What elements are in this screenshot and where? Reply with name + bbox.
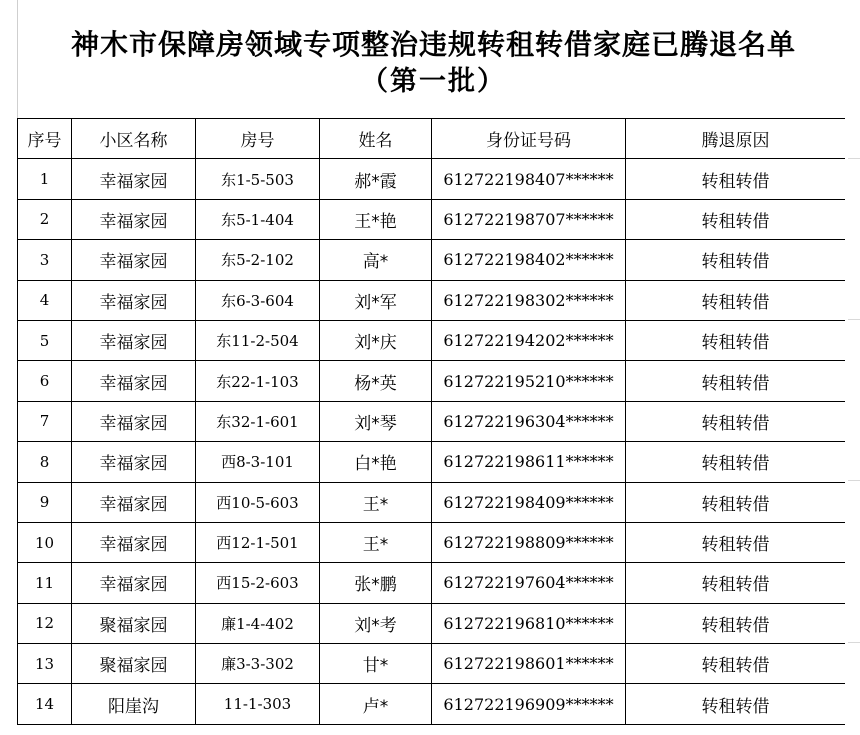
cell-name: 王*	[320, 482, 432, 522]
cell-room: 东5-1-404	[196, 199, 320, 239]
header-reason: 腾退原因	[626, 119, 846, 159]
cell-seq: 7	[18, 401, 72, 441]
cell-seq: 9	[18, 482, 72, 522]
cell-seq: 8	[18, 442, 72, 482]
grid-tick	[848, 480, 860, 481]
cell-room: 西10-5-603	[196, 482, 320, 522]
cell-id-number: 612722198407******	[432, 159, 626, 199]
cell-id-number: 612722198302******	[432, 280, 626, 320]
table-row	[18, 320, 846, 360]
table-row	[18, 482, 846, 522]
cell-id-number: 612722198402******	[432, 240, 626, 280]
table-row	[18, 361, 846, 401]
cell-room: 西12-1-501	[196, 522, 320, 562]
cell-community: 聚福家园	[72, 644, 196, 684]
cell-reason: 转租转借	[626, 240, 846, 280]
table-row	[18, 401, 846, 441]
cell-reason: 转租转借	[626, 644, 846, 684]
cell-id-number: 612722196909******	[432, 684, 626, 724]
cell-reason: 转租转借	[626, 320, 846, 360]
cell-room: 东6-3-604	[196, 280, 320, 320]
table-row	[18, 280, 846, 320]
cell-id-number: 612722196304******	[432, 401, 626, 441]
cell-community: 幸福家园	[72, 361, 196, 401]
cell-name: 白*艳	[320, 442, 432, 482]
cell-reason: 转租转借	[626, 159, 846, 199]
cell-name: 刘*考	[320, 603, 432, 643]
cell-name: 刘*庆	[320, 320, 432, 360]
cell-community: 聚福家园	[72, 603, 196, 643]
cell-seq: 4	[18, 280, 72, 320]
cell-reason: 转租转借	[626, 603, 846, 643]
cell-community: 幸福家园	[72, 280, 196, 320]
grid-tick	[848, 158, 860, 159]
cell-id-number: 612722198409******	[432, 482, 626, 522]
title-line-main: 神木市保障房领域专项整治违规转租转借家庭已腾退名单	[70, 28, 796, 61]
grid-tick	[848, 319, 860, 320]
cell-seq: 3	[18, 240, 72, 280]
cell-room: 廉3-3-302	[196, 644, 320, 684]
table-row	[18, 522, 846, 562]
cell-id-number: 612722198601******	[432, 644, 626, 684]
cell-room: 西8-3-101	[196, 442, 320, 482]
cell-community: 幸福家园	[72, 401, 196, 441]
cell-reason: 转租转借	[626, 442, 846, 482]
cell-room: 东11-2-504	[196, 320, 320, 360]
cell-id-number: 612722197604******	[432, 563, 626, 603]
cell-name: 高*	[320, 240, 432, 280]
table-row	[18, 199, 846, 239]
table-body	[18, 159, 846, 724]
header-id-number: 身份证号码	[432, 119, 626, 159]
cell-community: 幸福家园	[72, 563, 196, 603]
cell-community: 幸福家园	[72, 442, 196, 482]
cell-room: 11-1-303	[196, 684, 320, 724]
title-line-batch: （第一批）	[361, 66, 506, 97]
cell-id-number: 612722198809******	[432, 522, 626, 562]
evicted-households-table	[17, 118, 846, 725]
cell-reason: 转租转借	[626, 522, 846, 562]
table-row	[18, 603, 846, 643]
cell-community: 阳崖沟	[72, 684, 196, 724]
cell-room: 西15-2-603	[196, 563, 320, 603]
cell-name: 杨*英	[320, 361, 432, 401]
cell-reason: 转租转借	[626, 563, 846, 603]
cell-name: 张*鹏	[320, 563, 432, 603]
table-row	[18, 240, 846, 280]
cell-reason: 转租转借	[626, 361, 846, 401]
cell-id-number: 612722194202******	[432, 320, 626, 360]
cell-community: 幸福家园	[72, 159, 196, 199]
header-name: 姓名	[320, 119, 432, 159]
cell-seq: 6	[18, 361, 72, 401]
cell-name: 郝*霞	[320, 159, 432, 199]
sheet-right-margin	[845, 0, 860, 735]
cell-name: 王*艳	[320, 199, 432, 239]
cell-community: 幸福家园	[72, 482, 196, 522]
cell-community: 幸福家园	[72, 522, 196, 562]
table-row	[18, 563, 846, 603]
cell-seq: 2	[18, 199, 72, 239]
cell-room: 东5-2-102	[196, 240, 320, 280]
cell-id-number: 612722198707******	[432, 199, 626, 239]
cell-name: 王*	[320, 522, 432, 562]
cell-seq: 12	[18, 603, 72, 643]
cell-id-number: 612722198611******	[432, 442, 626, 482]
table-row	[18, 684, 846, 724]
cell-seq: 5	[18, 320, 72, 360]
cell-reason: 转租转借	[626, 280, 846, 320]
cell-reason: 转租转借	[626, 401, 846, 441]
cell-room: 东22-1-103	[196, 361, 320, 401]
header-room: 房号	[196, 119, 320, 159]
cell-reason: 转租转借	[626, 482, 846, 522]
cell-name: 刘*军	[320, 280, 432, 320]
cell-name: 卢*	[320, 684, 432, 724]
cell-community: 幸福家园	[72, 240, 196, 280]
cell-room: 东32-1-601	[196, 401, 320, 441]
cell-seq: 11	[18, 563, 72, 603]
grid-tick	[848, 642, 860, 643]
cell-room: 廉1-4-402	[196, 603, 320, 643]
cell-room: 东1-5-503	[196, 159, 320, 199]
table-row	[18, 159, 846, 199]
cell-seq: 13	[18, 644, 72, 684]
cell-community: 幸福家园	[72, 320, 196, 360]
header-community: 小区名称	[72, 119, 196, 159]
cell-id-number: 612722195210******	[432, 361, 626, 401]
cell-id-number: 612722196810******	[432, 603, 626, 643]
header-seq: 序号	[18, 119, 72, 159]
cell-reason: 转租转借	[626, 199, 846, 239]
cell-seq: 1	[18, 159, 72, 199]
table-row	[18, 442, 846, 482]
cell-reason: 转租转借	[626, 684, 846, 724]
cell-name: 甘*	[320, 644, 432, 684]
cell-seq: 10	[18, 522, 72, 562]
table-header-row	[18, 119, 846, 159]
cell-name: 刘*琴	[320, 401, 432, 441]
cell-seq: 14	[18, 684, 72, 724]
cell-community: 幸福家园	[72, 199, 196, 239]
table-row	[18, 644, 846, 684]
document-title	[17, 12, 850, 116]
